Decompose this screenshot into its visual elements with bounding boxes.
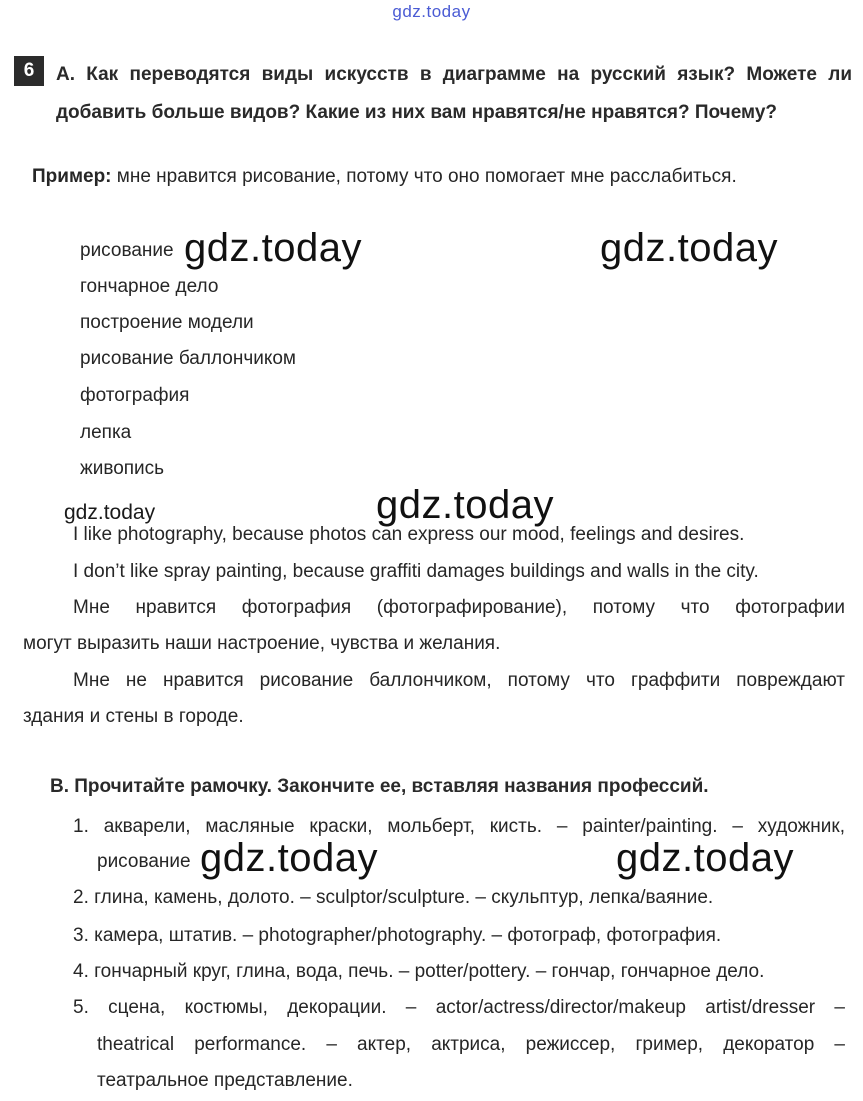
example-text: мне нравится рисование, потому что оно помогает мне расслабиться. — [116, 166, 737, 187]
profession-item-5-cont2: театральное представление. — [97, 1070, 353, 1091]
art-type-item: гончарное дело — [80, 276, 219, 297]
answer-english-2: I don’t like spray painting, because graffiti damages buildings and walls in the city. — [73, 561, 759, 582]
profession-item-3: 3. камера, штатив. – photographer/photography. – фотограф, фотография. — [73, 925, 722, 946]
header-watermark: gdz.today — [392, 2, 471, 21]
question-a: A. Как переводятся виды искусств в диаграмме на русский язык? Можете ли добавить больше видов? Какие из них вам нравятся/не нравятся? Почему? — [56, 64, 852, 123]
task-number-badge: 6 — [14, 56, 44, 86]
art-type-item: рисование — [80, 240, 174, 261]
answer-russian-2-line1: Мне не нравится рисование баллончиком, потому что граффити повреждают — [73, 670, 845, 691]
art-type-item: живопись — [80, 458, 165, 479]
watermark: gdz.today — [616, 836, 794, 880]
art-type-item: лепка — [80, 422, 132, 443]
answer-russian-2-line2: здания и стены в городе. — [23, 706, 244, 727]
art-type-item: рисование баллончиком — [80, 348, 296, 369]
example-line — [32, 166, 737, 188]
art-type-item: фотография — [80, 385, 190, 406]
profession-item-4: 4. гончарный круг, глина, вода, печь. – potter/pottery. – гончар, гончарное дело. — [73, 961, 765, 982]
profession-item-1: 1. акварели, масляные краски, мольберт, кисть. – painter/painting. – художник, — [73, 816, 845, 837]
example-label: Пример: — [32, 166, 112, 187]
watermark: gdz.today — [184, 226, 362, 270]
profession-item-5-cont: theatrical performance. – актер, актриса, режиссер, гример, декоратор – — [97, 1034, 845, 1055]
watermark: gdz.today — [600, 226, 778, 270]
answer-russian-1-line1: Мне нравится фотография (фотографирование), потому что фотографии — [73, 597, 845, 618]
answer-english-1: I like photography, because photos can express our mood, feelings and desires. — [73, 524, 745, 545]
answer-russian-1-line2: могут выразить наши настроение, чувства и желания. — [23, 633, 501, 654]
question-b: B. Прочитайте рамочку. Закончите ее, вставляя названия профессий. — [50, 776, 709, 797]
profession-item-2: 2. глина, камень, долото. – sculptor/sculpture. – скульптур, лепка/ваяние. — [73, 887, 714, 908]
watermark: gdz.today — [376, 483, 554, 527]
profession-item-1-cont: рисование — [97, 851, 191, 872]
profession-item-5: 5. сцена, костюмы, декорации. – actor/actress/director/makeup artist/dresser – — [73, 997, 845, 1018]
art-type-item: построение модели — [80, 312, 254, 333]
watermark: gdz.today — [200, 836, 378, 880]
watermark: gdz.today — [64, 501, 156, 524]
